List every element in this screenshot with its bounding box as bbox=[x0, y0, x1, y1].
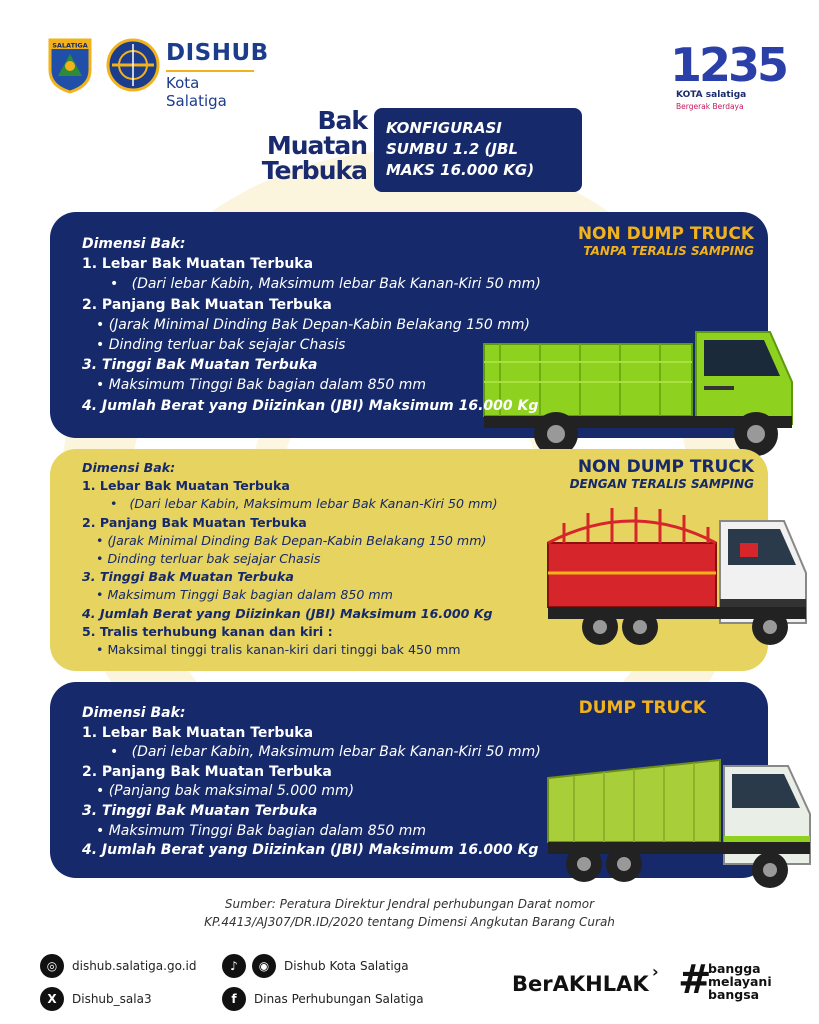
source-line-1: Sumber: Peratura Direktur Jendral perhubungan Darat nomor bbox=[224, 897, 595, 911]
spec-item: 1. Lebar Bak Muatan Terbuka bbox=[82, 478, 290, 494]
anniversary-logo bbox=[670, 38, 787, 123]
salatiga-seal-logo bbox=[46, 36, 94, 94]
panel-3-heading bbox=[579, 698, 706, 718]
spec-bullet-text: (Dari lebar Kabin, Maksimum lebar Bak Kanan-Kiri 50 mm) bbox=[131, 744, 541, 761]
spec-item: 4. Jumlah Berat yang Diizinkan (JBI) Maksimum 16.000 Kg bbox=[82, 842, 539, 859]
footer-instagram[interactable] bbox=[222, 954, 409, 978]
title-line-1: Bak bbox=[317, 106, 367, 135]
instagram-icon: ◉ bbox=[252, 954, 276, 978]
bangga-line-2: melayani bbox=[708, 974, 772, 989]
brand-name: DISHUB bbox=[166, 40, 269, 66]
config-line-2: SUMBU 1.2 (JBL bbox=[386, 140, 518, 158]
spec-bullet-text: Maksimal tinggi tralis kanan-kiri dari tinggi bak 450 mm bbox=[107, 642, 461, 658]
spec-heading: Dimensi Bak: bbox=[82, 236, 186, 252]
panel-2-subtitle: DENGAN TERALIS SAMPING bbox=[569, 477, 754, 491]
spec-bullet: • Maksimum Tinggi Bak bagian dalam 850 mm bbox=[96, 377, 427, 394]
spec-bullet-text: (Dari lebar Kabin, Maksimum lebar Bak Kanan-Kiri 50 mm) bbox=[129, 496, 498, 512]
config-line-3: MAKS 16.000 KG) bbox=[386, 161, 535, 179]
spec-bullet-text: Maksimum Tinggi Bak bagian dalam 850 mm bbox=[108, 822, 427, 839]
seal-text: SALATIGA bbox=[52, 41, 88, 50]
spec-bullet: • (Jarak Minimal Dinding Bak Depan-Kabin Belakang 150 mm) bbox=[96, 532, 487, 548]
spec-bullet: • Maksimal tinggi tralis kanan-kiri dari tinggi bak 450 mm bbox=[96, 642, 461, 658]
spec-item: 5. Tralis terhubung kanan dan kiri : bbox=[82, 623, 333, 639]
spec-item: 4. Jumlah Berat yang Diizinkan (JBI) Maksimum 16.000 Kg bbox=[82, 605, 493, 621]
panel-2-specs bbox=[82, 459, 498, 659]
footer-facebook[interactable] bbox=[222, 987, 424, 1011]
title-line-3: Terbuka bbox=[261, 156, 367, 185]
instagram-text: Dishub Kota Salatiga bbox=[284, 959, 409, 973]
spec-item: 1. Lebar Bak Muatan Terbuka bbox=[82, 724, 314, 741]
tiktok-icon: ♪ bbox=[222, 954, 246, 978]
spec-heading: Dimensi Bak: bbox=[82, 705, 186, 721]
spec-bullet: • Dinding terluar bak sejajar Chasis bbox=[96, 551, 321, 567]
config-line-1: KONFIGURASI bbox=[386, 119, 502, 137]
panel-dump-truck bbox=[50, 682, 768, 878]
brand-sub: Kota Salatiga bbox=[166, 70, 254, 110]
facebook-text: Dinas Perhubungan Salatiga bbox=[254, 992, 424, 1006]
panel-1-title: NON DUMP TRUCK bbox=[577, 224, 754, 244]
spec-bullet: • (Panjang bak maksimal 5.000 mm) bbox=[96, 783, 355, 800]
panel-2-title: NON DUMP TRUCK bbox=[577, 457, 754, 477]
page-title bbox=[262, 108, 367, 183]
spec-bullet: • Maksimum Tinggi Bak bagian dalam 850 mm bbox=[96, 587, 393, 603]
title-line-2: Muatan bbox=[266, 131, 367, 160]
panel-1-subtitle: TANPA TERALIS SAMPING bbox=[583, 244, 754, 258]
bangga-line-1: bangga bbox=[708, 961, 761, 976]
spec-item: 1. Lebar Bak Muatan Terbuka bbox=[82, 256, 314, 273]
panel-2-heading bbox=[570, 457, 754, 491]
source-citation bbox=[0, 895, 819, 931]
panel-3-specs bbox=[82, 704, 541, 861]
spec-bullet-text: Dinding terluar bak sejajar Chasis bbox=[107, 551, 321, 567]
panel-non-dump-no-trellis bbox=[50, 212, 768, 438]
spec-item: 3. Tinggi Bak Muatan Terbuka bbox=[82, 802, 318, 819]
footer-twitter[interactable] bbox=[40, 987, 152, 1011]
chevron-right-icon: › bbox=[652, 962, 659, 981]
spec-bullet: • (Dari lebar Kabin, Maksimum lebar Bak Kanan-Kiri 50 mm) bbox=[110, 276, 541, 293]
panel-3-title: DUMP TRUCK bbox=[578, 698, 706, 718]
bangga-line-3: bangsa bbox=[708, 987, 760, 1002]
spec-bullet: • (Jarak Minimal Dinding Bak Depan-Kabin Belakang 150 mm) bbox=[96, 316, 530, 333]
footer-website[interactable] bbox=[40, 954, 196, 978]
spec-bullet: • Dinding terluar bak sejajar Chasis bbox=[96, 337, 346, 354]
hashtag-icon: # bbox=[678, 957, 712, 1003]
spec-heading: Dimensi Bak: bbox=[82, 460, 176, 475]
bangga-melayani-bangsa-logo bbox=[708, 962, 772, 1001]
twitter-text: Dishub_sala3 bbox=[72, 992, 152, 1006]
website-text: dishub.salatiga.go.id bbox=[72, 959, 197, 973]
anniversary-tagline: Bergerak Berdaya bbox=[676, 102, 744, 111]
configuration-box bbox=[374, 108, 582, 192]
panel-non-dump-with-trellis bbox=[50, 449, 768, 671]
spec-bullet: • (Dari lebar Kabin, Maksimum lebar Bak Kanan-Kiri 50 mm) bbox=[110, 496, 498, 512]
red-trellis-truck-image bbox=[544, 503, 819, 663]
facebook-icon: f bbox=[222, 987, 246, 1011]
spec-item: 3. Tinggi Bak Muatan Terbuka bbox=[82, 569, 294, 585]
spec-bullet-text: (Dari lebar Kabin, Maksimum lebar Bak Kanan-Kiri 50 mm) bbox=[131, 276, 541, 293]
dishub-logo bbox=[106, 38, 160, 92]
source-line-2: KP.4413/AJ307/DR.ID/2020 tentang Dimensi Angkutan Barang Curah bbox=[204, 915, 615, 929]
spec-bullet-text: (Jarak Minimal Dinding Bak Depan-Kabin Belakang 150 mm) bbox=[107, 532, 487, 548]
spec-item: 3. Tinggi Bak Muatan Terbuka bbox=[82, 357, 318, 374]
spec-bullet-text: (Jarak Minimal Dinding Bak Depan-Kabin Belakang 150 mm) bbox=[108, 316, 530, 333]
spec-item: 2. Panjang Bak Muatan Terbuka bbox=[82, 296, 332, 313]
globe-icon: ◎ bbox=[40, 954, 64, 978]
spec-bullet-text: (Panjang bak maksimal 5.000 mm) bbox=[108, 783, 355, 800]
spec-bullet: • (Dari lebar Kabin, Maksimum lebar Bak Kanan-Kiri 50 mm) bbox=[110, 744, 541, 761]
x-twitter-icon: X bbox=[40, 987, 64, 1011]
spec-bullet-text: Maksimum Tinggi Bak bagian dalam 850 mm bbox=[107, 587, 393, 603]
anniversary-number: 1235 bbox=[670, 38, 787, 92]
panel-1-specs bbox=[82, 234, 541, 416]
green-dump-truck-image bbox=[544, 752, 819, 902]
spec-bullet: • Maksimum Tinggi Bak bagian dalam 850 mm bbox=[96, 822, 427, 839]
spec-bullet-text: Dinding terluar bak sejajar Chasis bbox=[108, 337, 346, 354]
spec-item: 2. Panjang Bak Muatan Terbuka bbox=[82, 763, 332, 780]
spec-item: 2. Panjang Bak Muatan Terbuka bbox=[82, 514, 307, 530]
anniversary-city: KOTA salatiga bbox=[676, 90, 747, 100]
spec-item: 4. Jumlah Berat yang Diizinkan (JBI) Maksimum 16.000 Kg bbox=[82, 397, 539, 414]
berakhlak-logo: BerAKHLAK bbox=[512, 972, 649, 996]
panel-1-heading bbox=[578, 224, 754, 258]
spec-bullet-text: Maksimum Tinggi Bak bagian dalam 850 mm bbox=[108, 377, 427, 394]
